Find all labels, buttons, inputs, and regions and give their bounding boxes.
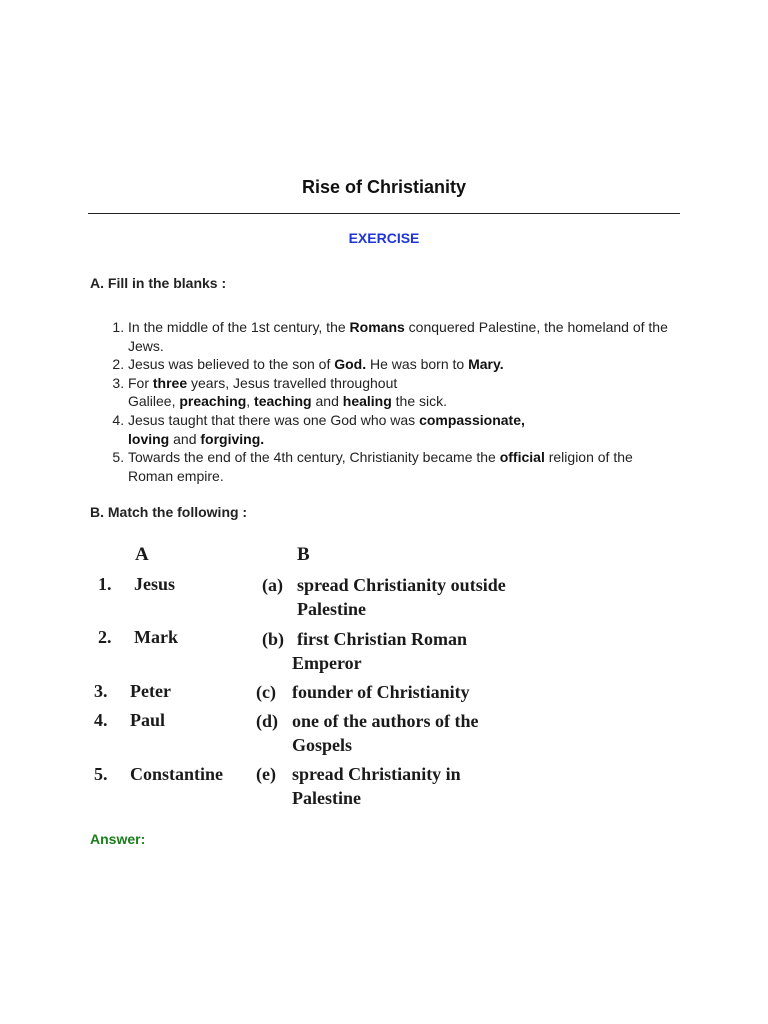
- fill-blank-item: [128, 448, 680, 485]
- sentence-text: years, Jesus travelled throughout: [187, 374, 398, 391]
- column-b-letter: (a): [262, 575, 283, 595]
- column-a-item: Paul: [130, 710, 166, 730]
- sentence-text: conquered Palestine, the homeland of the Jews.: [128, 319, 668, 354]
- sentence-text: Jesus was believed to the son of: [128, 356, 335, 373]
- sentence-text: For: [128, 374, 153, 391]
- fill-blank-item: [128, 374, 680, 411]
- sentence-text: the sick.: [391, 393, 448, 410]
- row-number: 3.: [94, 681, 108, 701]
- answer-word: God.: [334, 356, 367, 373]
- column-b-letter: (d): [256, 711, 278, 731]
- answer-word: teaching: [254, 393, 312, 410]
- column-b-item-continued: Palestine: [297, 599, 366, 619]
- fill-in-blanks-list: [90, 318, 680, 485]
- column-a-item: Mark: [134, 627, 178, 647]
- sentence-text: ,: [246, 393, 255, 410]
- section-b-heading: B. Match the following :: [90, 504, 248, 520]
- row-number: 5.: [94, 764, 108, 784]
- column-b-letter: (e): [256, 764, 276, 784]
- answer-word: compassionate,: [419, 411, 525, 428]
- sentence-text: religion of the Roman empire.: [128, 449, 633, 484]
- column-b-item: one of the authors of the: [292, 711, 479, 731]
- column-b-item: founder of Christianity: [292, 682, 470, 702]
- sentence-text: He was born to: [366, 356, 469, 373]
- column-a-item: Jesus: [134, 574, 176, 594]
- column-a-header: A: [135, 544, 149, 565]
- sentence-text: and: [311, 393, 343, 410]
- sentence-text: and: [169, 430, 201, 447]
- answer-label: Answer:: [90, 831, 146, 847]
- answer-word: preaching: [179, 393, 247, 410]
- column-b-item-continued: Palestine: [292, 788, 361, 808]
- row-number: 2.: [98, 627, 112, 647]
- column-b-item: spread Christianity outside: [297, 575, 506, 595]
- answer-word: healing: [342, 393, 392, 410]
- page-title: Rise of Christianity: [301, 177, 467, 197]
- column-b-header: B: [297, 544, 310, 565]
- answer-word: Mary.: [468, 356, 504, 373]
- fill-blank-item: [128, 318, 680, 355]
- match-the-following-table: [92, 540, 532, 820]
- column-b-item: spread Christianity in: [292, 764, 461, 784]
- answer-word: official: [499, 449, 545, 466]
- fill-blank-item: [128, 355, 680, 374]
- column-a-item: Peter: [130, 681, 171, 701]
- title-divider: [88, 213, 680, 214]
- column-b-item: first Christian Roman: [297, 629, 467, 649]
- sentence-text: Galilee,: [128, 393, 180, 410]
- column-b-letter: (b): [262, 629, 284, 649]
- sentence-text: In the middle of the 1st century, the: [128, 319, 350, 335]
- answer-word: three: [152, 374, 188, 391]
- sentence-text: Jesus taught that there was one God who was: [128, 411, 420, 428]
- row-number: 1.: [98, 574, 112, 594]
- fill-blank-item: [128, 411, 680, 448]
- sentence-text: Towards the end of the 4th century, Christianity became the: [128, 449, 500, 466]
- column-b-item-continued: Emperor: [292, 653, 362, 673]
- column-a-item: Constantine: [130, 764, 224, 784]
- row-number: 4.: [94, 710, 108, 730]
- section-a-heading: A. Fill in the blanks :: [90, 275, 227, 291]
- answer-word: forgiving.: [200, 430, 265, 447]
- exercise-heading: EXERCISE: [348, 230, 420, 246]
- answer-word: loving: [128, 430, 170, 447]
- column-b-item-continued: Gospels: [292, 735, 353, 755]
- column-b-letter: (c): [256, 682, 276, 702]
- answer-word: Romans: [349, 319, 405, 335]
